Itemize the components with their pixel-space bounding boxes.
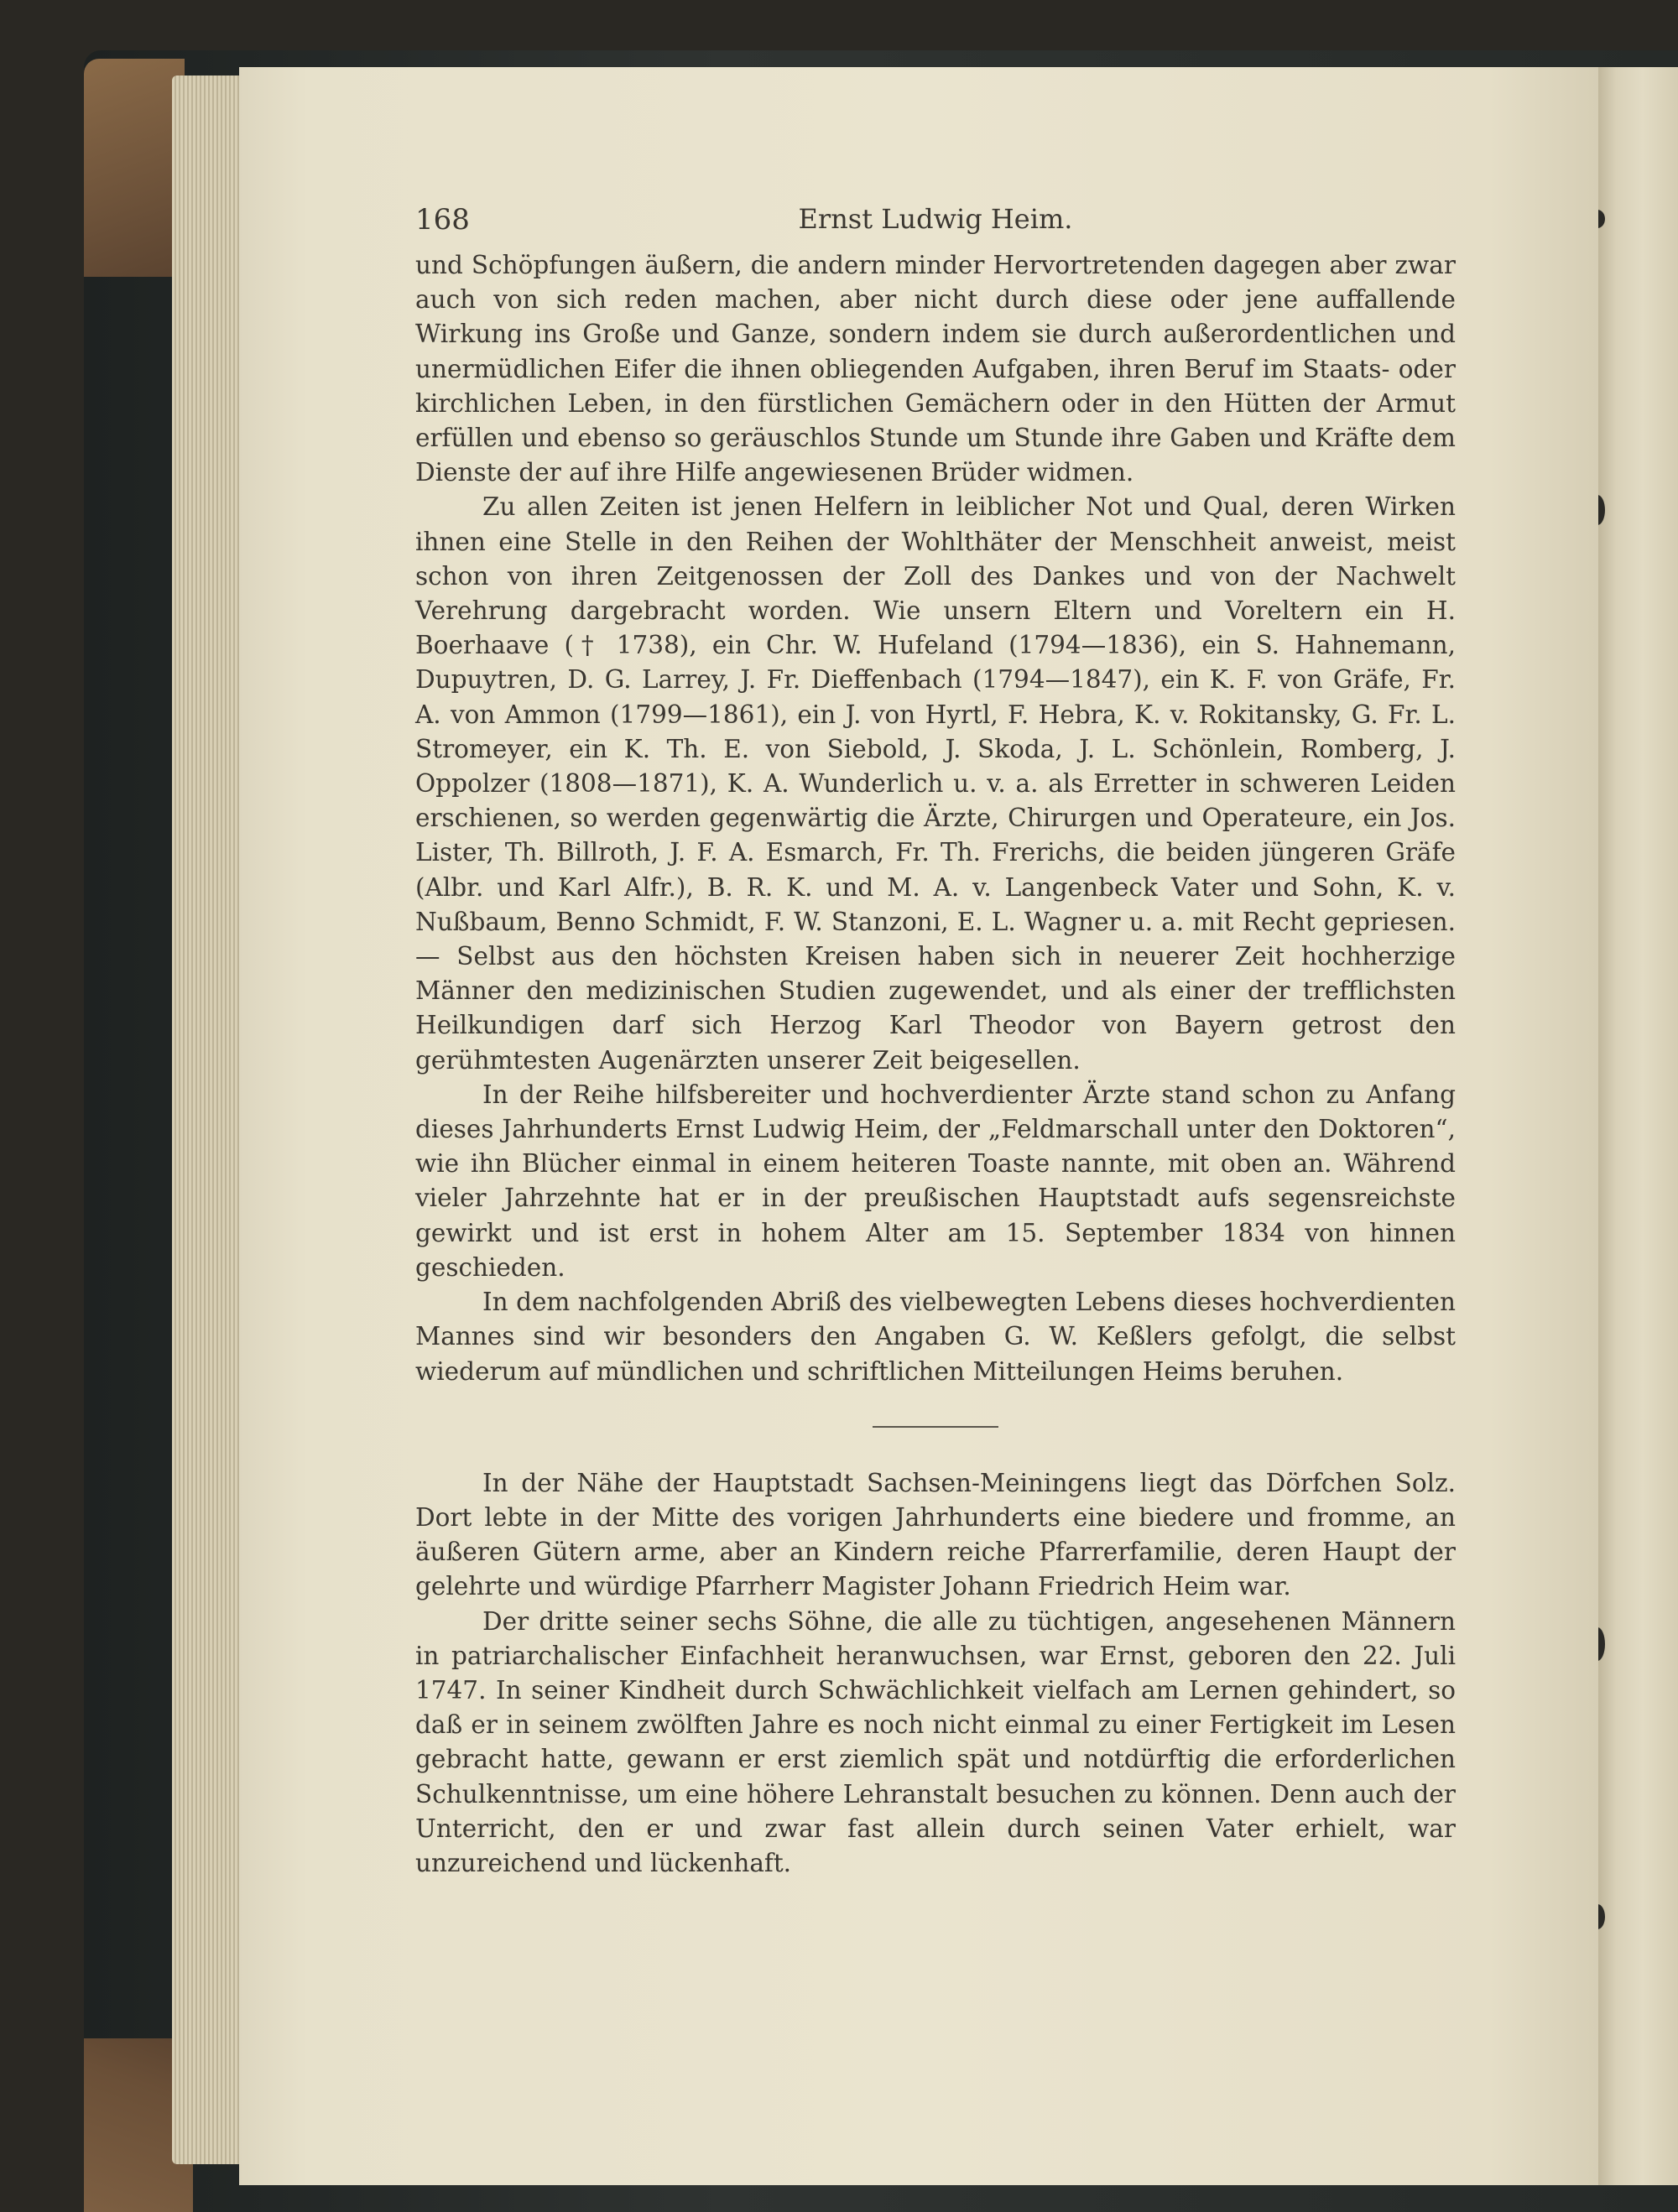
running-title: Ernst Ludwig Heim. xyxy=(798,203,1073,235)
page-edges xyxy=(172,75,248,2164)
page-body xyxy=(415,248,1456,1881)
section-divider xyxy=(873,1426,998,1428)
paragraph: In der Reihe hilfsbereiter und hochverdienter Ärzte stand schon zu Anfang dieses Jahrhunderts Ernst Ludwig Heim, der „Feldmarschall unter den Doktoren“, wie ihn Blücher einmal in einem heiteren Toaste nannte, mit oben an. Während vieler Jahrzehnte hat er in der preußischen Hauptstadt aufs segensreichste gewirkt und ist erst in hohem Alter am 15. September 1834 von hinnen geschieden. xyxy=(415,1080,1456,1282)
paragraph: Zu allen Zeiten ist jenen Helfern in leiblicher Not und Qual, deren Wirken ihnen eine Stelle in den Reihen der Wohlthäter der Menschheit anweist, meist schon von ihren Zeitgenossen der Zoll des Dankes und von der Nachwelt Verehrung dargebracht worden. Wie unsern Eltern und Voreltern ein H. Boerhaave († 1738), ein Chr. W. Hufeland (1794—1836), ein S. Hahnemann, Dupuytren, D. G. Larrey, J. Fr. Dieffenbach (1794—1847), ein K. F. von Gräfe, Fr. A. von Ammon (1799—1861), ein J. von Hyrtl, F. Hebra, K. v. Rokitansky, G. Fr. L. Stromeyer, ein K. Th. E. von Siebold, J. Skoda, J. L. Schönlein, Romberg, J. Oppolzer (1808—1871), K. A. Wunderlich u. v. a. als Erretter in schweren Leiden erschienen, so werden gegenwärtig die Ärzte, Chirurgen und Operateure, ein Jos. Lister, Th. Billroth, J. F. A. Esmarch, Fr. Th. Frerichs, die beiden jüngeren Gräfe (Albr. und Karl Alfr.), B. R. K. und M. A. v. Langenbeck Vater und Sohn, K. v. Nußbaum, Benno Schmidt, F. W. Stanzoni, E. L. Wagner u. a. mit Recht gepriesen. — Selbst aus den höchsten Kreisen haben sich in neuerer Zeit hochherzige Männer den medizinischen Studien zugewendet, und als einer der trefflichsten Heilkundigen darf sich Herzog Karl Theodor von Bayern getrost den gerühmtesten Augenärzten unserer Zeit beigesellen. xyxy=(415,492,1456,1075)
paragraph: In dem nachfolgenden Abriß des vielbewegten Lebens dieses hochverdienten Mannes sind wir besonders den Angaben G. W. Keßlers gefolgt, die selbst wiederum auf mündlichen und schriftlichen Mitteilungen Heims beruhen. xyxy=(415,1288,1456,1386)
page-number: 168 xyxy=(415,203,470,237)
cover-corner-top xyxy=(84,59,185,277)
paragraph: und Schöpfungen äußern, die andern minder Hervortretenden dagegen aber zwar auch von sich reden machen, aber nicht durch diese oder jene auffallende Wirkung ins Große und Ganze, sondern indem sie durch außerordentlichen und unermüdlichen Eifer die ihnen obliegenden Aufgaben, ihren Beruf im Staats- oder kirchlichen Leben, in den fürstlichen Gemächern oder in den Hütten der Armut erfüllen und ebenso so geräuschlos Stunde um Stunde ihre Gaben und Kräfte dem Dienste der auf ihre Hilfe angewiesenen Brüder widmen. xyxy=(415,251,1456,487)
book-gutter xyxy=(1590,67,1678,2185)
paragraph: In der Nähe der Hauptstadt Sachsen-Meiningens liegt das Dörfchen Solz. Dort lebte in der Mitte des vorigen Jahrhunderts eine biedere und fromme, an äußeren Gütern arme, aber an Kindern reiche Pfarrerfamilie, deren Haupt der gelehrte und würdige Pfarrherr Magister Johann Friedrich Heim war. xyxy=(415,1468,1456,1601)
paragraph: Der dritte seiner sechs Söhne, die alle zu tüchtigen, angesehenen Männern in patriarchalischer Einfachheit heranwuchsen, war Ernst, geboren den 22. Juli 1747. In seiner Kindheit durch Schwächlichkeit vielfach am Lernen gehindert, so daß er in seinem zwölften Jahre es noch nicht einmal zu einer Fertigkeit im Lesen gebracht hatte, gewann er erst ziemlich spät und notdürftig die erforderlichen Schulkenntnisse, um eine höhere Lehranstalt besuchen zu können. Denn auch der Unterricht, den er und zwar fast allein durch seinen Vater erhielt, war unzureichend und lückenhaft. xyxy=(415,1606,1456,1877)
page-header xyxy=(415,203,1456,245)
